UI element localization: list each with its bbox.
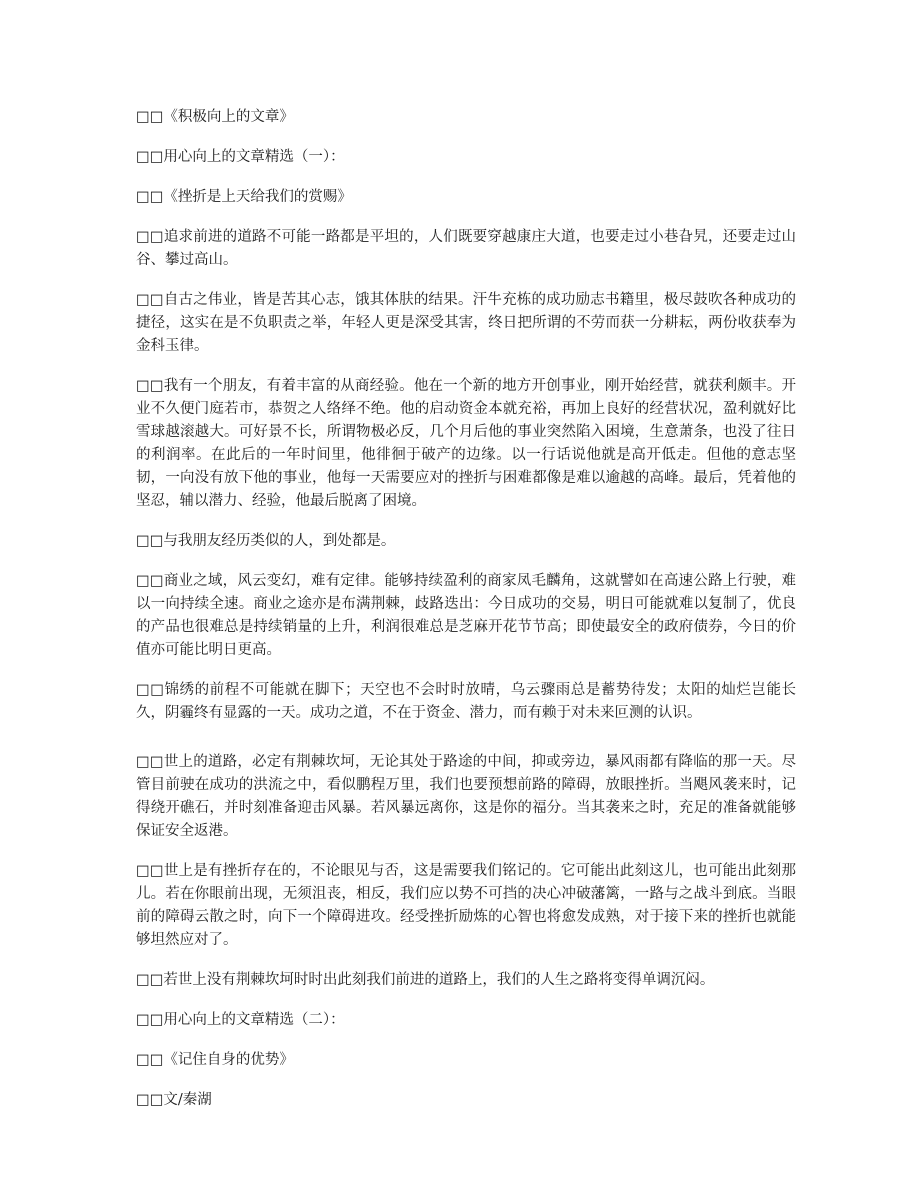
body-paragraph: □□追求前进的道路不可能一路都是平坦的，人们既要穿越康庄大道，也要走过小巷旮旯，还要走过山谷、攀过高山。 [136,229,796,268]
section-heading-two: □□用心向上的文章精选（二）： [136,1012,345,1028]
body-paragraph: □□世上是有挫折存在的，不论眼见与否，这是需要我们铭记的。它可能出此刻这儿，也可能出此刻那儿。若在你眼前出现，无须沮丧，相反，我们应以势不可挡的决心冲破藩篱，一路与之战斗到底。当眼前的障碍云散之时，向下一个障碍进攻。经受挫折励炼的心智也将愈发成熟，对于接下来的挫折也就能够坦然应对了。 [136,863,796,948]
body-paragraph: □□世上的道路，必定有荆棘坎坷，无论其处于路途的中间，抑或旁边，暴风雨都有降临的那一天。尽管目前驶在成功的洪流之中，看似鹏程万里，我们也要预想前路的障碍，放眼挫折。当飓风袭来时，记得绕开礁石，并时刻准备迎击风暴。若风暴远离你，这是你的福分。当其袭来之时，充足的准备就能够保证安全返港。 [136,754,796,839]
body-paragraph: □□自古之伟业，皆是苦其心志，饿其体肤的结果。汗牛充栋的成功励志书籍里，极尽鼓吹各种成功的捷径，这实在是不负职责之举，年轻人更是深受其害，终日把所谓的不劳而获一分耕耘，两份收获奉为金科玉律。 [136,292,796,354]
article-collection-title: □□《积极向上的文章》 [136,109,294,125]
document-page [136,106,796,1129]
section-heading-one: □□用心向上的文章精选（一）： [136,149,345,165]
article-title-two: □□《记住自身的优势》 [136,1052,294,1068]
body-paragraph: □□锦绣的前程不可能就在脚下；天空也不会时时放晴，乌云骤雨总是蓄势待发；太阳的灿烂岂能长久，阴霾终有显露的一天。成功之道，不在于资金、潜力，而有赖于对未来叵测的认识。 [136,682,796,721]
body-paragraph: □□商业之域，风云变幻，难有定律。能够持续盈利的商家凤毛麟角，这就譬如在高速公路上行驶，难以一向持续全速。商业之途亦是布满荆棘，歧路迭出：今日成功的交易，明日可能就难以复制了，优良的产品也很难总是持续销量的上升，利润很难总是芝麻开花节节高；即使最安全的政府债券，今日的价值亦可能比明日更高。 [136,573,796,658]
author-byline: □□文/秦湖 [136,1092,212,1108]
body-paragraph: □□若世上没有荆棘坎坷时时出此刻我们前进的道路上，我们的人生之路将变得单调沉闷。 [136,972,715,988]
article-title-one: □□《挫折是上天给我们的赏赐》 [136,189,352,205]
body-paragraph: □□与我朋友经历类似的人，到处都是。 [136,533,396,549]
body-paragraph: □□我有一个朋友，有着丰富的从商经验。他在一个新的地方开创事业，刚开始经营，就获利颇丰。开业不久便门庭若市，恭贺之人络绎不绝。他的启动资金本就充裕，再加上良好的经营状况，盈利就好比雪球越滚越大。可好景不长，所谓物极必反，几个月后他的事业突然陷入困境，生意萧条，也没了往日的利润率。在此后的一年时间里，他徘徊于破产的边缘。以一行话说他就是高开低走。但他的意志坚韧，一向没有放下他的事业，他每一天需要应对的挫折与困难都像是难以逾越的高峰。最后，凭着他的坚忍，辅以潜力、经验，他最后脱离了困境。 [136,378,796,509]
